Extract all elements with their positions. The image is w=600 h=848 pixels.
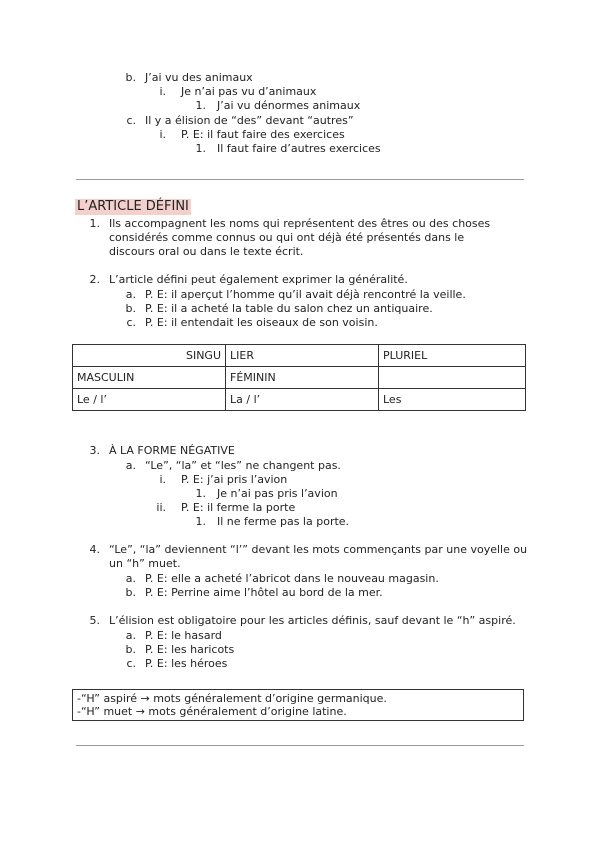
list-item: P. E: il a acheté la table du salon chez un antiquaire. bbox=[145, 302, 433, 315]
list-marker: b. bbox=[125, 71, 136, 84]
list-item: J’ai vu des animaux bbox=[145, 71, 253, 84]
list-marker: 1. bbox=[195, 515, 206, 528]
list-marker: b. bbox=[125, 586, 136, 599]
list-item: P. E: les héroes bbox=[145, 657, 228, 670]
list-item: P. E: le hasard bbox=[145, 629, 222, 642]
list-marker: 1. bbox=[195, 99, 206, 112]
list-marker: c. bbox=[126, 657, 136, 670]
table-cell: PLURIEL bbox=[379, 345, 526, 367]
list-item: P. E: il aperçut l’homme qu’il avait déjà rencontré la veille. bbox=[145, 288, 466, 301]
horizontal-divider bbox=[76, 179, 524, 180]
note-box bbox=[72, 689, 524, 721]
list-marker: 5. bbox=[89, 614, 100, 627]
paragraph-line: Ils accompagnent les noms qui représentent des êtres ou des choses bbox=[109, 217, 491, 230]
note-line: -“H” muet → mots généralement d’origine latine. bbox=[77, 705, 347, 718]
list-marker: a. bbox=[125, 572, 136, 585]
list-marker: 3. bbox=[89, 444, 100, 457]
list-item: Je n’ai pas vu d’animaux bbox=[181, 85, 317, 98]
table-row bbox=[73, 367, 526, 389]
list-item: Il ne ferme pas la porte. bbox=[217, 515, 350, 528]
list-item: À LA FORME NÉGATIVE bbox=[109, 444, 235, 457]
list-marker: b. bbox=[125, 643, 136, 656]
list-item: L’élision est obligatoire pour les articles définis, sauf devant le “h” aspiré. bbox=[109, 614, 516, 627]
list-item: P. E: elle a acheté l’abricot dans le nouveau magasin. bbox=[145, 572, 439, 585]
list-item: P. E: les haricots bbox=[145, 643, 235, 656]
list-marker: i. bbox=[159, 128, 166, 141]
table-cell: Le / l’ bbox=[73, 389, 226, 411]
list-item: L’article défini peut également exprimer la généralité. bbox=[109, 273, 408, 286]
list-marker: b. bbox=[125, 302, 136, 315]
list-marker: a. bbox=[125, 629, 136, 642]
section-title: L’ARTICLE DÉFINI bbox=[77, 199, 189, 214]
list-marker: c. bbox=[126, 114, 136, 127]
table-cell: MASCULIN bbox=[73, 367, 226, 389]
paragraph-line: considérés comme connus ou qui ont déjà été présentés dans le bbox=[109, 231, 465, 244]
list-marker: 1. bbox=[89, 217, 100, 230]
list-marker: 1. bbox=[195, 487, 206, 500]
list-marker: i. bbox=[159, 85, 166, 98]
list-item: P. E: Perrine aime l’hôtel au bord de la mer. bbox=[145, 586, 383, 599]
note-line: -“H” aspiré → mots généralement d’origine germanique. bbox=[77, 692, 387, 705]
table-cell: FÉMININ bbox=[226, 367, 379, 389]
list-marker: a. bbox=[125, 288, 136, 301]
paragraph-line: discours oral ou dans le texte écrit. bbox=[109, 245, 304, 258]
article-table bbox=[72, 344, 526, 411]
list-marker: 2. bbox=[89, 273, 100, 286]
paragraph-line: “Le”, “la” deviennent “l’” devant les mots commençants par une voyelle ou bbox=[109, 543, 528, 556]
list-item: Il faut faire d’autres exercices bbox=[217, 142, 381, 155]
table-row bbox=[73, 389, 526, 411]
horizontal-divider bbox=[76, 745, 524, 746]
list-item: Je n’ai pas pris l’avion bbox=[217, 487, 338, 500]
table-cell: LIER bbox=[226, 345, 379, 367]
list-marker: 1. bbox=[195, 142, 206, 155]
table-cell: SINGU bbox=[73, 345, 226, 367]
list-item: P. E: il ferme la porte bbox=[181, 501, 296, 514]
list-item: P. E: il entendait les oiseaux de son voisin. bbox=[145, 316, 378, 329]
list-item: J’ai vu dénormes animaux bbox=[217, 99, 361, 112]
list-marker: a. bbox=[125, 459, 136, 472]
list-item: P. E: il faut faire des exercices bbox=[181, 128, 345, 141]
table-cell bbox=[379, 367, 526, 389]
paragraph-line: un “h” muet. bbox=[109, 557, 181, 570]
list-marker: c. bbox=[126, 316, 136, 329]
table-cell: La / l’ bbox=[226, 389, 379, 411]
list-marker: i. bbox=[159, 473, 166, 486]
list-item: “Le”, “la” et “les” ne changent pas. bbox=[145, 459, 341, 472]
table-cell: Les bbox=[379, 389, 526, 411]
list-marker: 4. bbox=[89, 543, 100, 556]
list-item: P. E: j’ai pris l’avion bbox=[181, 473, 288, 486]
list-item: Il y a élision de “des” devant “autres” bbox=[145, 114, 354, 127]
list-marker: ii. bbox=[156, 501, 166, 514]
table-row bbox=[73, 345, 526, 367]
